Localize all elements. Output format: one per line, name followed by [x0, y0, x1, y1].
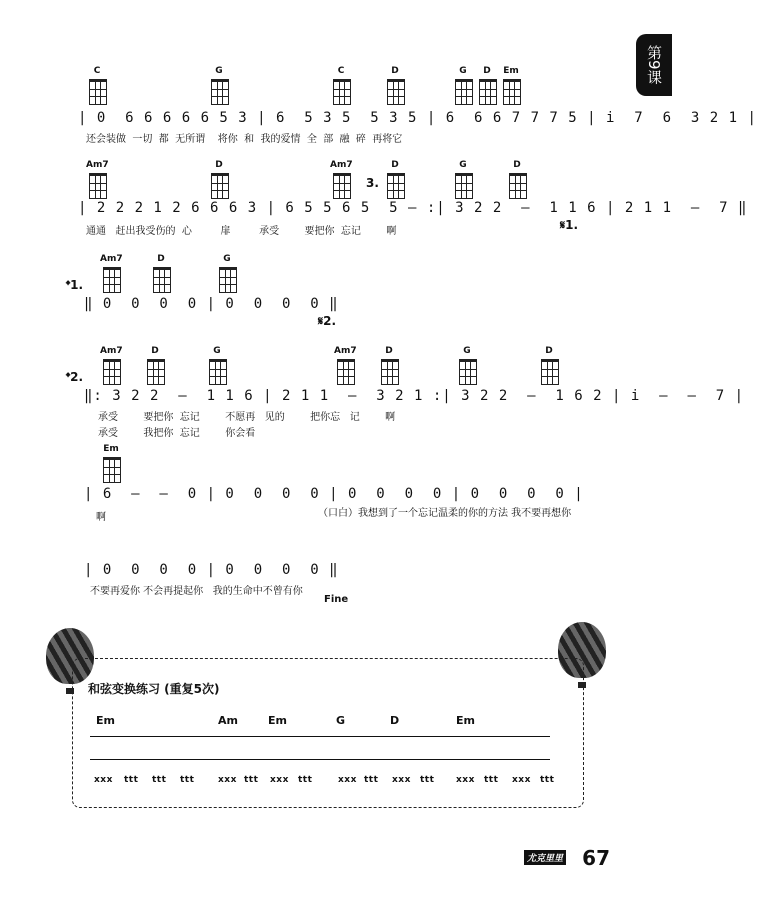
chord-name: D — [151, 346, 159, 356]
page-number: 67 — [582, 846, 610, 870]
lyrics-line: 承受 要把你 忘记 不愿再 见的 把你忘 记 啊 — [98, 412, 396, 423]
chord-name: D — [391, 160, 399, 170]
chord-name: Am7 — [330, 160, 353, 170]
notation-line: | 0 0 0 0 | 0 0 0 0 ‖ — [84, 562, 339, 578]
spoken-text: （口白）我想到了一个忘记温柔的你的方法 我不要再想你 — [318, 508, 572, 519]
practice-chord: Am — [218, 714, 238, 727]
lyrics-line: 还会装做 一切 都 无所谓 将你 和 我的爱情 全 部 融 碎 再将它 — [86, 134, 403, 145]
strum-symbol: ttt — [540, 775, 555, 785]
strum-symbol: ttt — [152, 775, 167, 785]
chord-name: G — [463, 346, 471, 356]
coda-symbol: 𝄌1. — [66, 278, 84, 292]
chord-name: G — [459, 160, 467, 170]
segno-symbol: 𝄋1. — [560, 218, 579, 232]
chord-name: Em — [103, 444, 119, 454]
chord-name: Am7 — [334, 346, 357, 356]
strum-symbol: xxx — [338, 775, 357, 785]
notation-line: | 2 2 2 1 2 6 6 6 3 | 6 5 5 6 5 5 — :| 3 2 2 — 1 1 6 | 2 1 1 — 7 ‖ — [78, 200, 748, 216]
strum-symbol: ttt — [484, 775, 499, 785]
strum-symbol: xxx — [392, 775, 411, 785]
chord-name: D — [545, 346, 553, 356]
notation-line: ‖ 0 0 0 0 | 0 0 0 0 ‖ — [84, 296, 339, 312]
notation-line: ‖: 3 2 2 — 1 1 6 | 2 1 1 — 3 2 1 :| 3 2 2 — 1 6 2 | i — — 7 | — [84, 388, 745, 404]
notation-line: | 6 — — 0 | 0 0 0 0 | 0 0 0 0 | 0 0 0 0 | — [84, 486, 584, 502]
chord-name: Am7 — [86, 160, 109, 170]
chord-name: Em — [503, 66, 519, 76]
lyrics-line: 承受 我把你 忘记 你会看 — [98, 428, 256, 439]
chord-name: G — [215, 66, 223, 76]
chord-name: Am7 — [100, 346, 123, 356]
strum-symbol: xxx — [512, 775, 531, 785]
lesson-tab-label: 第9课 — [645, 45, 663, 85]
chord-name: G — [459, 66, 467, 76]
brand-logo: 尤克里里 — [524, 850, 566, 865]
practice-chord: Em — [96, 714, 115, 727]
practice-title: 和弦变换练习 (重复5次) — [88, 682, 220, 696]
chord-name: D — [215, 160, 223, 170]
chord-name: C — [337, 66, 345, 76]
practice-chord: G — [336, 714, 346, 727]
chord-name: D — [513, 160, 521, 170]
strum-symbol: ttt — [364, 775, 379, 785]
strum-symbol: xxx — [94, 775, 113, 785]
chord-name: Am7 — [100, 254, 123, 264]
lyrics-line: 通通 赶出我受伤的 心 扉 承受 要把你 忘记 啊 — [86, 226, 397, 237]
chord-name: D — [157, 254, 165, 264]
fine-marker: Fine — [324, 594, 349, 605]
rhythm-staff — [90, 736, 550, 760]
chord-name: G — [223, 254, 231, 264]
strum-symbol: xxx — [270, 775, 289, 785]
strum-symbol: ttt — [244, 775, 259, 785]
coda-symbol: 𝄌2. — [66, 370, 84, 384]
chord-name: G — [213, 346, 221, 356]
lesson-tab — [636, 34, 672, 96]
lyrics-line: 不要再爱你 不会再提起你 我的生命中不曾有你 — [90, 586, 303, 597]
practice-chord: D — [390, 714, 400, 727]
chord-name: D — [385, 346, 393, 356]
chord-name: C — [93, 66, 101, 76]
lyrics-line: 啊 — [96, 512, 106, 523]
strum-symbol: xxx — [456, 775, 475, 785]
notation-line: | 0 6 6 6 6 6 5 3 | 6 5 3 5 5 3 5 | 6 6 6 7 7 7 5 | i 7 6 3 2 1 | — [78, 110, 757, 126]
volta-bracket: 3. — [366, 176, 379, 190]
strum-symbol: xxx — [218, 775, 237, 785]
chord-name: D — [483, 66, 491, 76]
practice-chord: Em — [268, 714, 287, 727]
strum-symbol: ttt — [298, 775, 313, 785]
chord-name: D — [391, 66, 399, 76]
practice-chord: Em — [456, 714, 475, 727]
strum-symbol: ttt — [420, 775, 435, 785]
strum-symbol: ttt — [180, 775, 195, 785]
segno-symbol: 𝄋2. — [318, 314, 337, 328]
strum-symbol: ttt — [124, 775, 139, 785]
